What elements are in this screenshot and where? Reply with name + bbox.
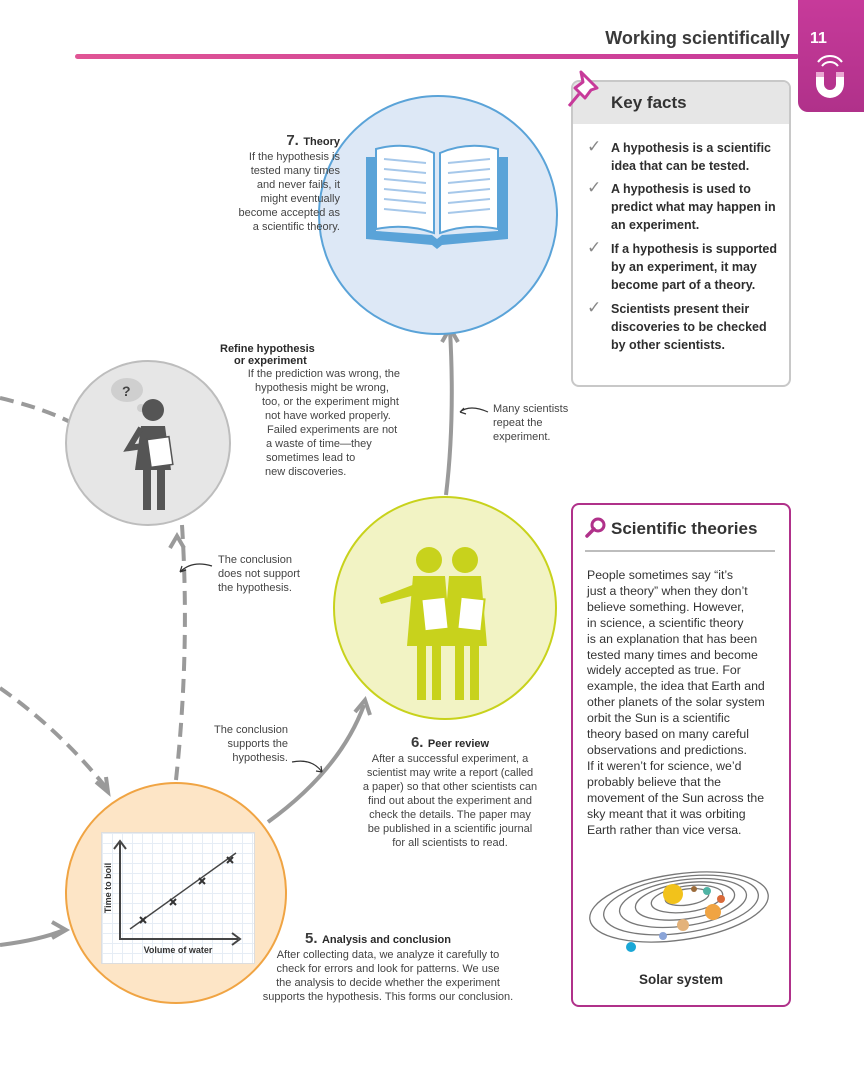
body-line: believe something. However, bbox=[587, 599, 745, 614]
key-fact-line: idea that can be tested. bbox=[611, 159, 750, 173]
annotation-line: The conclusion bbox=[218, 554, 292, 566]
body-line: just a theory” when they don’t bbox=[587, 583, 748, 598]
analysis-circle bbox=[65, 782, 287, 1004]
refine-line: hypothesis might be wrong, bbox=[255, 382, 389, 394]
annotation-line: The conclusion bbox=[214, 724, 288, 736]
refine-title: or experiment bbox=[234, 355, 307, 367]
data-point bbox=[140, 917, 146, 923]
supports-annotation bbox=[196, 723, 288, 765]
body-line: observations and predictions. bbox=[587, 742, 747, 757]
peer-review-circle bbox=[333, 496, 557, 720]
body-line: tested many times and become bbox=[587, 647, 758, 662]
body-line: sky meant that it was orbiting bbox=[587, 806, 746, 821]
data-point bbox=[170, 899, 176, 905]
body-line: widely accepted as true. For bbox=[587, 663, 741, 678]
body-line: example, the idea that Earth and bbox=[587, 679, 765, 694]
key-fact-line: A hypothesis is a scientific bbox=[611, 141, 772, 155]
solar-system-illustration bbox=[587, 867, 775, 961]
peer-line: be published in a scientific journal bbox=[367, 823, 533, 835]
analysis-line: After collecting data, we analyze it carefully to bbox=[276, 949, 500, 961]
key-fact-line: discoveries to be checked bbox=[611, 320, 767, 334]
check-icon: ✓ bbox=[587, 238, 602, 257]
magnifying-glass-icon bbox=[585, 517, 607, 539]
analysis-line: check for errors and look for patterns. We use bbox=[276, 963, 500, 975]
key-fact-line: predict what may happen in bbox=[611, 200, 776, 214]
key-fact-line: an experiment. bbox=[611, 218, 700, 232]
page-number: 11 bbox=[810, 30, 827, 47]
data-point bbox=[199, 878, 205, 884]
scientific-theories-box bbox=[571, 503, 791, 1007]
refine-line: too, or the experiment might bbox=[262, 396, 399, 408]
body-line: Earth rather than vice versa. bbox=[587, 822, 742, 837]
pushpin-icon bbox=[567, 68, 607, 112]
refine-line: not have worked properly. bbox=[265, 410, 391, 422]
not-support-annotation bbox=[218, 553, 300, 595]
analysis-caption bbox=[258, 930, 518, 1004]
two-scientists-icon bbox=[375, 544, 515, 704]
analysis-title: Analysis and conclusion bbox=[321, 934, 451, 946]
annotation-line: does not support bbox=[218, 568, 300, 580]
theory-line: might eventually bbox=[260, 193, 340, 205]
line-graph bbox=[102, 833, 254, 963]
analysis-line: the analysis to decide whether the experiment bbox=[276, 977, 500, 989]
peer-review-caption bbox=[355, 734, 545, 850]
thinking-scientist-icon bbox=[101, 372, 191, 522]
theory-caption bbox=[198, 132, 340, 234]
theory-line: a scientific theory. bbox=[252, 221, 340, 233]
annotation-line: the hypothesis. bbox=[218, 582, 292, 594]
annotation-line: repeat the bbox=[493, 417, 543, 429]
annotation-line: experiment. bbox=[493, 431, 551, 443]
scientific-theories-title: Scientific theories bbox=[611, 519, 758, 538]
theory-title: Theory bbox=[303, 136, 340, 148]
check-icon: ✓ bbox=[587, 137, 602, 156]
key-fact-line: by an experiment, it may bbox=[611, 260, 757, 274]
title-rule bbox=[585, 550, 775, 552]
page-header-title: Working scientifically bbox=[605, 28, 790, 48]
body-line: is an explanation that has been bbox=[587, 631, 758, 646]
scientific-theories-body bbox=[587, 568, 779, 838]
refine-line: If the prediction was wrong, the bbox=[247, 368, 400, 380]
theory-circle bbox=[318, 95, 558, 335]
body-line: in science, a scientific theory bbox=[587, 615, 744, 630]
analysis-line: supports the hypothesis. This forms our conclusion. bbox=[262, 991, 514, 1003]
key-fact-item bbox=[611, 139, 781, 175]
graph-paper bbox=[101, 832, 255, 964]
check-icon: ✓ bbox=[587, 298, 602, 317]
peer-line: for all scientists to read. bbox=[392, 837, 508, 849]
peer-line: scientist may write a report (called bbox=[366, 767, 534, 779]
body-line: other planets of the solar system bbox=[587, 695, 765, 710]
analysis-number: 5. bbox=[305, 930, 318, 947]
annotation-line: hypothesis. bbox=[232, 752, 288, 764]
refine-line: Failed experiments are not bbox=[267, 424, 398, 436]
body-line: theory based on many careful bbox=[587, 727, 750, 742]
key-fact-line: by other scientists. bbox=[611, 338, 725, 352]
key-fact-item bbox=[611, 300, 781, 354]
graph-xlabel: Volume of water bbox=[143, 945, 213, 955]
key-fact-line: Scientists present their bbox=[611, 302, 750, 316]
refine-title: Refine hypothesis bbox=[220, 343, 315, 355]
key-fact-item bbox=[611, 240, 781, 294]
theory-line: If the hypothesis is bbox=[248, 151, 340, 163]
theory-number: 7. bbox=[286, 132, 299, 149]
theory-line: tested many times bbox=[250, 165, 340, 177]
refine-line: new discoveries. bbox=[265, 466, 347, 478]
repeat-annotation bbox=[493, 402, 568, 444]
key-fact-line: If a hypothesis is supported bbox=[611, 242, 777, 256]
peer-line: check the details. The paper may bbox=[369, 809, 531, 821]
peer-line: a paper) so that other scientists can bbox=[362, 781, 538, 793]
peer-line: After a successful experiment, a bbox=[371, 753, 529, 765]
body-line: probably believe that the bbox=[587, 774, 721, 789]
open-book-icon bbox=[362, 139, 512, 249]
theory-line: and never fails, it bbox=[256, 179, 340, 191]
key-fact-item bbox=[611, 180, 781, 234]
refine-line: a waste of time—they bbox=[266, 438, 372, 450]
peer-line: find out about the experiment and bbox=[368, 795, 532, 807]
annotation-line: Many scientists bbox=[493, 403, 569, 415]
graph-ylabel: Time to boil bbox=[103, 862, 113, 914]
refine-caption bbox=[200, 343, 400, 479]
key-facts-title: Key facts bbox=[611, 93, 687, 112]
body-line: People sometimes say “it’s bbox=[587, 568, 734, 582]
peer-title: Peer review bbox=[427, 738, 490, 750]
key-fact-line: become part of a theory. bbox=[611, 278, 756, 292]
body-line: movement of the Sun across the bbox=[587, 790, 765, 805]
refine-line: sometimes lead to bbox=[266, 452, 356, 464]
solar-system-caption: Solar system bbox=[638, 972, 724, 987]
body-line: If it weren’t for science, we’d bbox=[587, 758, 742, 773]
check-icon: ✓ bbox=[587, 178, 602, 197]
key-facts-box bbox=[571, 80, 791, 387]
body-line: orbit the Sun is a scientific bbox=[587, 711, 730, 726]
peer-number: 6. bbox=[410, 734, 424, 751]
annotation-line: supports the bbox=[227, 738, 288, 750]
question-mark: ? bbox=[122, 383, 131, 399]
theory-line: become accepted as bbox=[238, 207, 340, 219]
key-fact-line: A hypothesis is used to bbox=[611, 182, 751, 196]
